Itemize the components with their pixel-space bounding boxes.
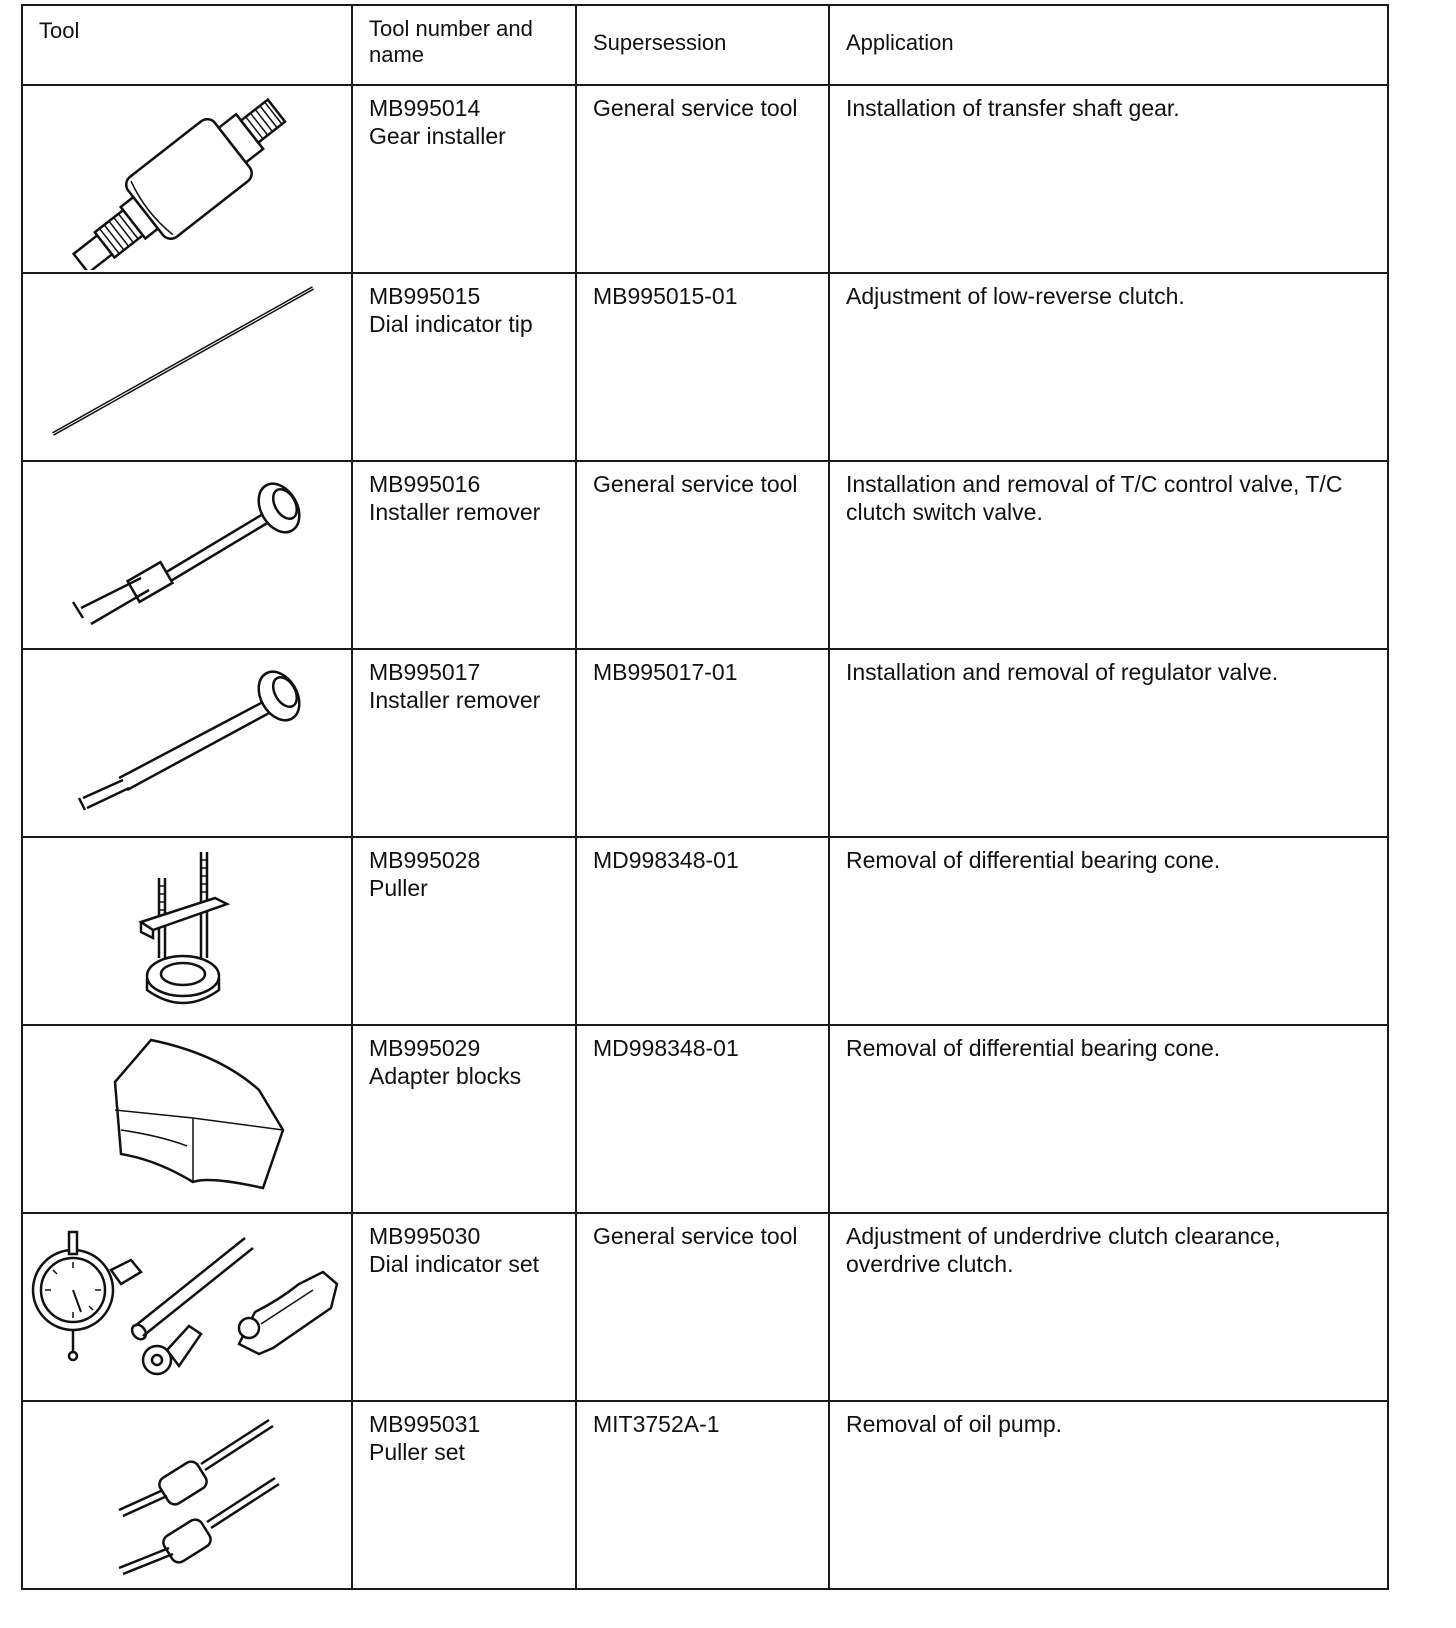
tool-name: Gear installer (369, 123, 506, 149)
tool-illustration-cell (22, 837, 352, 1025)
application-cell: Installation and removal of T/C control valve, T/C clutch switch valve. (829, 461, 1388, 649)
tool-name: Puller (369, 875, 428, 901)
supersession-cell: MB995015-01 (576, 273, 829, 461)
header-supersession: Supersession (576, 5, 829, 85)
application-cell: Removal of differential bearing cone. (829, 837, 1388, 1025)
tool-number-name-cell (352, 1401, 576, 1589)
tool-name: Puller set (369, 1439, 465, 1465)
tool-number-name-cell (352, 461, 576, 649)
tool-number: MB995017 (369, 659, 481, 685)
tool-number-name-cell (352, 837, 576, 1025)
table-row (22, 649, 1388, 837)
application-cell: Removal of differential bearing cone. (829, 1025, 1388, 1213)
application-cell: Installation and removal of regulator valve. (829, 649, 1388, 837)
header-tool: Tool (22, 5, 352, 85)
tool-number: MB995030 (369, 1223, 481, 1249)
supersession-cell: General service tool (576, 85, 829, 273)
tool-number-name-cell (352, 85, 576, 273)
tool-number: MB995031 (369, 1411, 481, 1437)
tool-illustration-cell (22, 273, 352, 461)
tool-illustration-cell (22, 1401, 352, 1589)
tool-name: Adapter blocks (369, 1063, 522, 1089)
tool-illustration-cell (22, 461, 352, 649)
table-header-row (22, 5, 1388, 85)
supersession-cell: General service tool (576, 461, 829, 649)
puller-icon (23, 838, 353, 1022)
special-tools-table (21, 4, 1389, 1590)
tool-number-name-cell (352, 1025, 576, 1213)
tool-number-name-cell (352, 1213, 576, 1401)
table-row (22, 461, 1388, 649)
tool-illustration-cell (22, 1213, 352, 1401)
tool-number: MB995015 (369, 283, 481, 309)
installer-remover-icon (23, 462, 353, 646)
application-cell: Removal of oil pump. (829, 1401, 1388, 1589)
supersession-cell: MIT3752A-1 (576, 1401, 829, 1589)
supersession-cell: General service tool (576, 1213, 829, 1401)
tool-illustration-cell (22, 649, 352, 837)
table-row (22, 85, 1388, 273)
tool-number: MB995029 (369, 1035, 481, 1061)
tool-name: Installer remover (369, 687, 541, 713)
tool-illustration-cell (22, 1025, 352, 1213)
tool-name: Dial indicator set (369, 1251, 540, 1277)
tool-name: Dial indicator tip (369, 311, 533, 337)
tool-number-name-cell (352, 273, 576, 461)
table-row (22, 273, 1388, 461)
application-cell: Installation of transfer shaft gear. (829, 85, 1388, 273)
dial-indicator-set-icon (23, 1214, 353, 1398)
supersession-cell: MD998348-01 (576, 1025, 829, 1213)
tool-number: MB995028 (369, 847, 481, 873)
table-row (22, 837, 1388, 1025)
tool-illustration-cell (22, 85, 352, 273)
table-row (22, 1401, 1388, 1589)
application-cell: Adjustment of low-reverse clutch. (829, 273, 1388, 461)
supersession-cell: MD998348-01 (576, 837, 829, 1025)
application-cell: Adjustment of underdrive clutch clearance, overdrive clutch. (829, 1213, 1388, 1401)
table-row (22, 1213, 1388, 1401)
tool-number: MB995016 (369, 471, 481, 497)
adapter-blocks-icon (23, 1026, 353, 1210)
dial-indicator-tip-icon (23, 274, 353, 458)
gear-installer-icon (23, 86, 353, 270)
supersession-cell: MB995017-01 (576, 649, 829, 837)
tool-number-name-cell (352, 649, 576, 837)
puller-set-icon (23, 1402, 353, 1586)
installer-remover-icon (23, 650, 353, 834)
table-row (22, 1025, 1388, 1213)
tool-name: Installer remover (369, 499, 541, 525)
tool-number: MB995014 (369, 95, 481, 121)
header-application: Application (829, 5, 1388, 85)
header-tool-number-and-name: Tool number and name (352, 5, 576, 85)
